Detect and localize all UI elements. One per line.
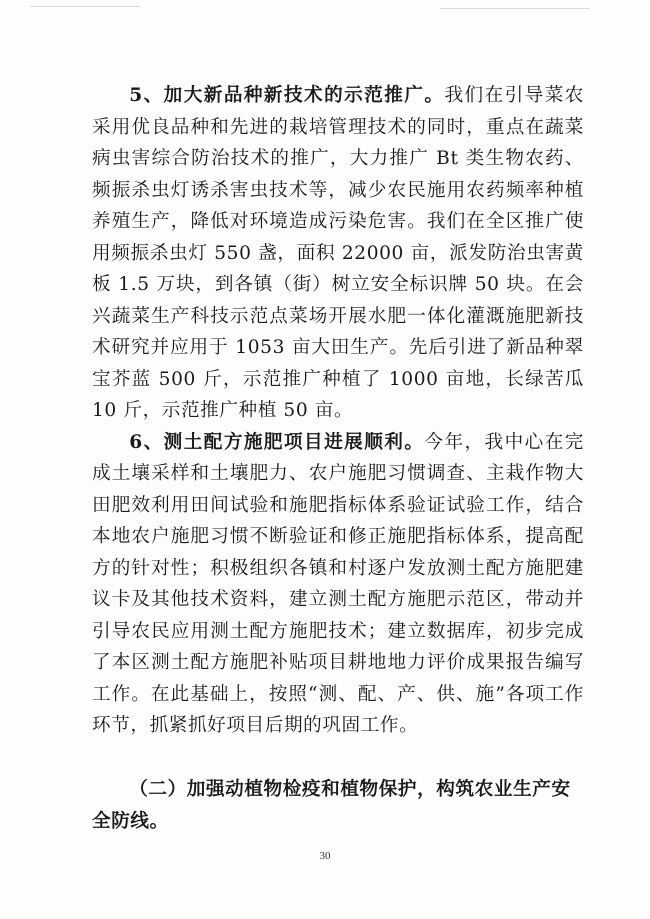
scan-edge-mark <box>30 6 140 7</box>
page-number: 30 <box>319 850 331 862</box>
paragraph-new-varieties-promotion <box>92 80 584 427</box>
paragraph-lead: 6、测土配方施肥项目进展顺利。 <box>129 431 425 453</box>
paragraph-soil-testing-fertilization <box>92 427 584 742</box>
section-heading: （二）加强动植物检疫和植物保护，构筑农业生产安全防线。 <box>92 779 571 832</box>
body-text <box>92 80 584 742</box>
paragraph-text: 今年，我中心在完成土壤采样和土壤肥力、农户施肥习惯调查、主栽作物大田肥效利用田间试验和施肥指标体系验证试验工作，结合本地农户施肥习惯不断验证和修正施肥指标体系，提高配方的针对性；积极组织各镇和村逐户发放测土配方施肥建议卡及其他技术资料，建立测土配方施肥示范区，带动并引导农民应用测土配方施肥技术；建立数据库，初步完成了本区测土配方施肥补贴项目耕地地力评价成果报告编写工作。在此基础上，按照“测、配、产、供、施”各项工作环节，抓紧抓好项目后期的巩固工作。 <box>92 431 584 736</box>
scan-edge-mark <box>440 8 590 9</box>
paragraph-text: 我们在引导菜农采用优良品种和先进的栽培管理技术的同时，重点在蔬菜病虫害综合防治技术的推广，大力推广 Bt 类生物农药、频振杀虫灯诱杀害虫技术等，减少农民施用农药频率种植养殖生产，降低对环境造成污染危害。我们在全区推广使用频振杀虫灯 550 盏，面积 22000 亩，派发防治虫害黄板 1.5 万块，到各镇（街）树立安全标识牌 50 块。在会兴蔬菜生产科技示范点菜场开展水肥一体化灌溉施肥新技术研究并应用于 1053 亩大田生产。先后引进了新品种翠宝芥蓝 500 斤，示范推广种植了 1000 亩地，长绿苦瓜 10 斤，示范推广种植 50 亩。 <box>92 85 584 421</box>
paragraph-lead: 5、加大新品种新技术的示范推广。 <box>129 85 445 106</box>
